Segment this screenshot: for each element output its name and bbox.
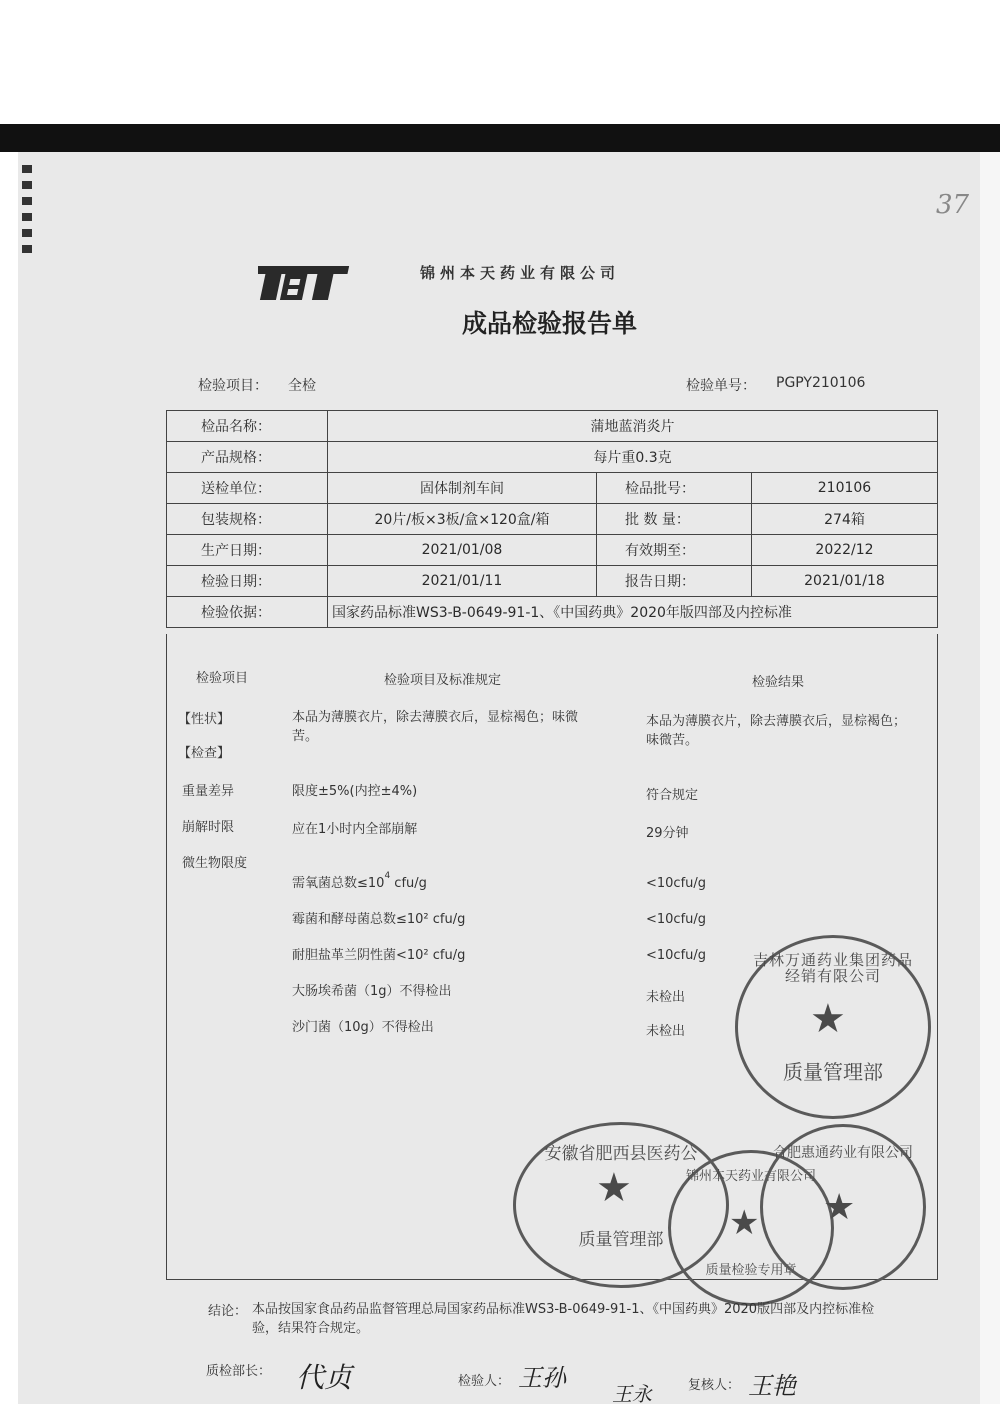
inspection-no-value: PGPY210106 (776, 375, 866, 391)
product-name-value: 蒲地蓝消炎片 (328, 411, 938, 442)
pack-label: 包装规格： (167, 504, 328, 535)
check-label: 【检查】 (178, 746, 231, 761)
ecoli-result: 未检出 (646, 990, 686, 1005)
qty-label: 批 数 量： (597, 504, 752, 535)
aerobic-result: <10cfu/g (646, 876, 707, 891)
anhui-stamp-center-text: 质量管理部 (578, 1230, 664, 1250)
star-icon: ★ (810, 996, 846, 1042)
basis-label: 检验依据： (167, 597, 328, 628)
table-row (167, 566, 938, 597)
conclusion-text: 本品按国家食品药品监督管理总局国家药品标准WS3-B-0649-91-1、《中国药典》2020版四部及内控标准检验，结果符合规定。 (252, 1302, 875, 1336)
microbial-limit-label: 微生物限度 (182, 856, 248, 871)
spec-label: 产品规格： (167, 442, 328, 473)
aerobic-standard-unit: cfu/g (390, 876, 427, 891)
aerobic-standard-text: 需氧菌总数≤10 (292, 876, 385, 891)
salmonella-standard: 沙门菌（10g）不得检出 (292, 1020, 434, 1035)
expiry-label: 有效期至： (597, 535, 752, 566)
inspection-no-label: 检验单号： (686, 378, 756, 394)
company-logo (258, 262, 350, 302)
aerobic-exponent: 4 (384, 870, 391, 881)
table-row (167, 535, 938, 566)
jinzhou-stamp-ring-text: 锦州本天药业有限公司 (685, 1169, 816, 1184)
star-icon: ★ (596, 1165, 632, 1211)
mold-yeast-result: <10cfu/g (646, 912, 707, 927)
spec-value: 每片重0.3克 (328, 442, 938, 473)
page-number-mark: 37 (936, 190, 970, 220)
basis-value: 国家药品标准WS3-B-0649-91-1、《中国药典》2020年版四部及内控标准 (328, 597, 938, 628)
qty-value: 274箱 (752, 504, 938, 535)
report-date-value: 2021/01/18 (752, 566, 938, 597)
inspection-item-value: 全检 (288, 378, 316, 394)
company-name: 锦州本天药业有限公司 (420, 264, 621, 282)
pack-value: 20片/板×3板/盒×120盒/箱 (328, 504, 597, 535)
weight-variation-standard: 限度±5%(内控±4%) (292, 784, 418, 799)
inspector-signature: 王孙 (518, 1364, 566, 1392)
scan-dark-band (0, 124, 1000, 152)
inspector-signature-second: 王永 (612, 1382, 652, 1406)
disintegration-standard: 应在1小时内全部崩解 (292, 822, 418, 837)
test-date-label: 检验日期： (167, 566, 328, 597)
aerobic-standard (292, 872, 427, 891)
mold-yeast-standard: 霉菌和酵母菌总数≤10² cfu/g (292, 912, 466, 927)
weight-variation-label: 重量差异 (182, 784, 235, 799)
qc-head-signature: 代贞 (296, 1361, 353, 1394)
ecoli-standard: 大肠埃希菌（1g）不得检出 (292, 984, 452, 999)
character-label: 【性状】 (178, 712, 231, 727)
table-row (167, 442, 938, 473)
jinzhou-stamp-center-text: 质量检验专用章 (705, 1263, 797, 1278)
bile-tolerant-result: <10cfu/g (646, 948, 707, 963)
product-name-label: 检品名称： (167, 411, 328, 442)
report-title: 成品检验报告单 (462, 309, 638, 338)
jilin-stamp-center-text: 质量管理部 (783, 1060, 883, 1084)
col-header-result: 检验结果 (752, 675, 805, 690)
conclusion-label: 结论： (208, 1304, 248, 1319)
character-standard: 本品为薄膜衣片，除去薄膜衣后，显棕褐色；味微苦。 (292, 710, 579, 744)
expiry-value: 2022/12 (752, 535, 938, 566)
dept-label: 送检单位： (167, 473, 328, 504)
report-date-label: 报告日期： (597, 566, 752, 597)
production-date-value: 2021/01/08 (328, 535, 597, 566)
disintegration-label: 崩解时限 (182, 820, 235, 835)
test-date-value: 2021/01/11 (328, 566, 597, 597)
table-row (167, 411, 938, 442)
character-result: 本品为薄膜衣片，除去薄膜衣后，显棕褐色；味微苦。 (646, 714, 907, 748)
binding-holes (22, 165, 32, 255)
anhui-stamp-ring-text: 安徽省肥西县医药公 (544, 1144, 698, 1164)
bile-tolerant-standard: 耐胆盐革兰阴性菌<10² cfu/g (292, 948, 466, 963)
jilin-quality-stamp (735, 935, 931, 1119)
dept-value: 固体制剂车间 (328, 473, 597, 504)
batch-label: 检品批号： (597, 473, 752, 504)
disintegration-result: 29分钟 (646, 826, 689, 841)
jilin-stamp-ring-text: 吉林万通药业集团药品经销有限公司 (752, 951, 913, 985)
col-header-item: 检验项目 (196, 671, 249, 686)
table-row (167, 504, 938, 535)
reviewer-signature: 王艳 (748, 1372, 796, 1400)
hefei-stamp (760, 1124, 926, 1290)
production-date-label: 生产日期： (167, 535, 328, 566)
scan-right-edge (980, 152, 1000, 1404)
product-info-table (166, 410, 938, 628)
scan-top-margin (0, 0, 1000, 124)
qc-head-label: 质检部长： (206, 1364, 272, 1379)
salmonella-result: 未检出 (646, 1024, 686, 1039)
weight-variation-result: 符合规定 (646, 788, 699, 803)
inspector-label: 检验人： (458, 1374, 511, 1389)
table-row (167, 473, 938, 504)
star-icon: ★ (729, 1203, 760, 1243)
col-header-standard: 检验项目及标准规定 (384, 673, 502, 688)
hefei-stamp-ring-text: 合肥惠通药业有限公司 (773, 1145, 913, 1161)
table-row (167, 597, 938, 628)
inspection-item-label: 检验项目： (198, 378, 268, 394)
star-icon: ★ (823, 1187, 856, 1228)
batch-value: 210106 (752, 473, 938, 504)
reviewer-label: 复核人： (688, 1378, 741, 1393)
